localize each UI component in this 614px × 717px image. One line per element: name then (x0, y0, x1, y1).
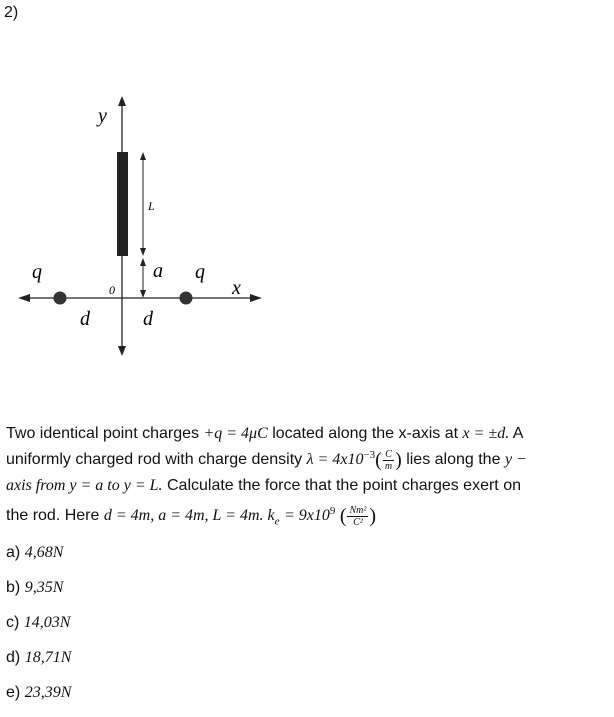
paren-open: ( (339, 505, 347, 527)
y-axis-arrow-up (118, 96, 126, 106)
y-axis-label: y (98, 105, 107, 127)
option-value: 4,68N (24, 544, 64, 561)
problem-statement (6, 421, 610, 533)
problem-line-4 (6, 499, 610, 533)
option-a[interactable] (6, 542, 71, 577)
length-L-label: L (148, 199, 155, 213)
rod-length-arrow-bottom (140, 248, 146, 256)
problem-text: the rod. Here (6, 507, 100, 525)
k-subscript: e (274, 515, 280, 528)
charge-value: +q = 4μC (203, 425, 268, 442)
option-value: 14,03N (23, 614, 71, 631)
constant-unit-fraction (347, 505, 368, 528)
problem-text: located along the x-axis at (272, 425, 459, 442)
density-unit-fraction (383, 449, 394, 472)
option-value: 23,39N (24, 684, 72, 701)
fraction-numerator: C (383, 449, 394, 461)
x-axis-arrow-right (250, 294, 262, 302)
y-axis-arrow-down (118, 346, 126, 356)
option-letter: a) (6, 544, 21, 561)
problem-text: Calculate the force that the point charges exert on (167, 477, 521, 494)
offset-a-label: a (153, 260, 163, 282)
coulomb-constant: = 9x10 (283, 507, 330, 525)
left-d-label: d (80, 308, 90, 330)
paren-close: ) (369, 505, 377, 527)
rod-length-arrow-top (140, 152, 146, 160)
problem-line-1 (6, 421, 610, 447)
rod-extent: axis from y = a to y = L. (6, 477, 163, 494)
option-value: 9,35N (24, 579, 64, 596)
charge-density: λ = 4x10 (306, 451, 364, 469)
constant-exponent: 9 (329, 504, 336, 517)
problem-line-3 (6, 473, 610, 499)
question-number: 2) (4, 4, 19, 21)
fraction-numerator: Nm² (349, 504, 367, 516)
left-charge-label: q (32, 261, 42, 283)
axis-symbol: y − (504, 451, 527, 469)
charged-rod (117, 152, 128, 256)
option-letter: e) (6, 684, 21, 701)
left-point-charge (54, 292, 67, 305)
density-exponent: −3 (363, 448, 376, 461)
x-axis-arrow-left (18, 294, 30, 302)
paren-close: ) (395, 449, 402, 471)
right-d-label: d (143, 308, 153, 330)
fraction-denominator: C² (353, 516, 363, 528)
option-c[interactable] (6, 612, 71, 647)
charge-position: x = ±d. (462, 425, 510, 442)
option-letter: b) (6, 579, 21, 596)
problem-text: lies along the (406, 451, 501, 469)
offset-a-arrow-bottom (140, 290, 146, 298)
right-point-charge (180, 292, 193, 305)
option-value: 18,71N (24, 649, 72, 666)
answer-options (6, 542, 71, 717)
given-values: d = 4m, a = 4m, L = 4m. k (103, 507, 275, 525)
option-letter: d) (6, 649, 21, 666)
origin-label: 0 (109, 283, 115, 297)
option-letter: c) (6, 614, 20, 631)
paren-open: ( (375, 449, 382, 471)
problem-line-2 (6, 447, 610, 473)
option-b[interactable] (6, 577, 71, 612)
fraction-denominator: m (384, 460, 393, 472)
x-axis-label: x (232, 277, 241, 299)
right-charge-label: q (195, 261, 205, 283)
option-e[interactable] (6, 682, 71, 717)
problem-text: Two identical point charges (6, 425, 199, 442)
option-d[interactable] (6, 647, 71, 682)
offset-a-arrow-top (140, 258, 146, 266)
problem-text: A (512, 425, 524, 442)
problem-text: uniformly charged rod with charge density (6, 451, 303, 469)
